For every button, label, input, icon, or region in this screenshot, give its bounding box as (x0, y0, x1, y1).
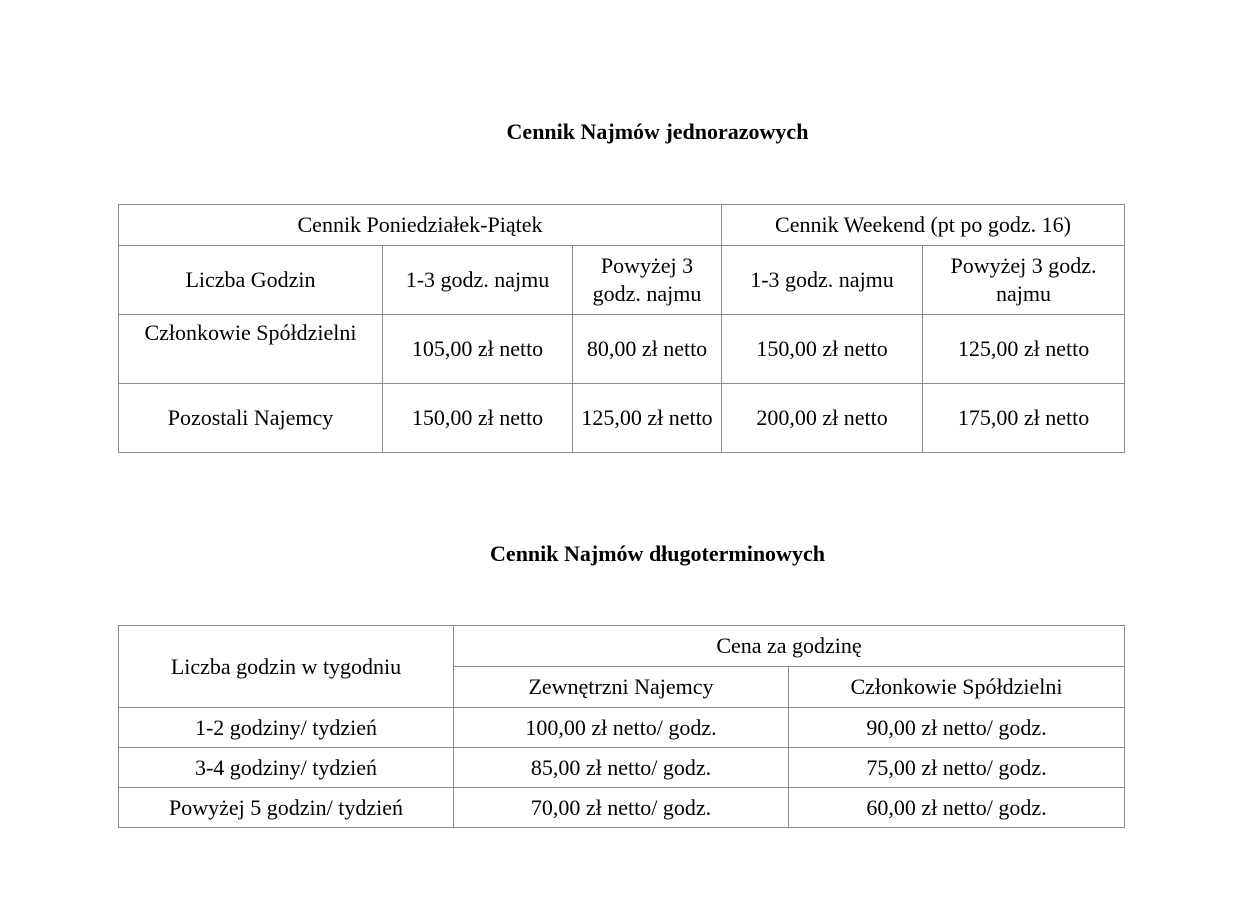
long-term-price-table (118, 625, 1125, 828)
table-cell: 125,00 zł netto (923, 315, 1125, 384)
table-cell: 75,00 zł netto/ godz. (789, 748, 1125, 788)
table-row (119, 384, 1125, 453)
short-term-price-table (118, 204, 1125, 453)
table-cell: 125,00 zł netto (573, 384, 722, 453)
table-row (119, 788, 1125, 828)
header-members: Członkowie Spółdzielni (789, 667, 1125, 708)
weekend-group-header: Cennik Weekend (pt po godz. 16) (722, 205, 1125, 246)
table-cell: Powyżej 5 godzin/ tydzień (119, 788, 454, 828)
table-row (119, 708, 1125, 748)
table-cell: 105,00 zł netto (383, 315, 573, 384)
table-cell: 70,00 zł netto/ godz. (454, 788, 789, 828)
table-cell: 150,00 zł netto (383, 384, 573, 453)
weekday-group-header: Cennik Poniedziałek-Piątek (119, 205, 722, 246)
table-cell: 85,00 zł netto/ godz. (454, 748, 789, 788)
header-external-tenants: Zewnętrzni Najemcy (454, 667, 789, 708)
table-cell: 150,00 zł netto (722, 315, 923, 384)
table-cell: 200,00 zł netto (722, 384, 923, 453)
table-cell: 100,00 zł netto/ godz. (454, 708, 789, 748)
table-row (119, 748, 1125, 788)
row-label-others: Pozostali Najemcy (119, 384, 383, 453)
header-hours-per-week: Liczba godzin w tygodniu (119, 626, 454, 708)
table-cell: 80,00 zł netto (573, 315, 722, 384)
table-cell: 175,00 zł netto (923, 384, 1125, 453)
header-weekend-over-3: Powyżej 3 godz. najmu (923, 246, 1125, 315)
table-cell: 60,00 zł netto/ godz. (789, 788, 1125, 828)
header-weekday-over-3: Powyżej 3 godz. najmu (573, 246, 722, 315)
header-hours: Liczba Godzin (119, 246, 383, 315)
table-cell: 90,00 zł netto/ godz. (789, 708, 1125, 748)
table-cell: 3-4 godziny/ tydzień (119, 748, 454, 788)
header-weekday-1-3: 1-3 godz. najmu (383, 246, 573, 315)
table-row (119, 205, 1125, 246)
table-row (119, 246, 1125, 315)
header-price-per-hour: Cena za godzinę (454, 626, 1125, 667)
table-row (119, 315, 1125, 384)
table-cell: 1-2 godziny/ tydzień (119, 708, 454, 748)
header-weekend-1-3: 1-3 godz. najmu (722, 246, 923, 315)
row-label-members: Członkowie Spółdzielni (119, 315, 383, 384)
long-term-title: Cennik Najmów długoterminowych (490, 541, 825, 566)
table-row (119, 626, 1125, 667)
short-term-title: Cennik Najmów jednorazowych (506, 119, 809, 144)
